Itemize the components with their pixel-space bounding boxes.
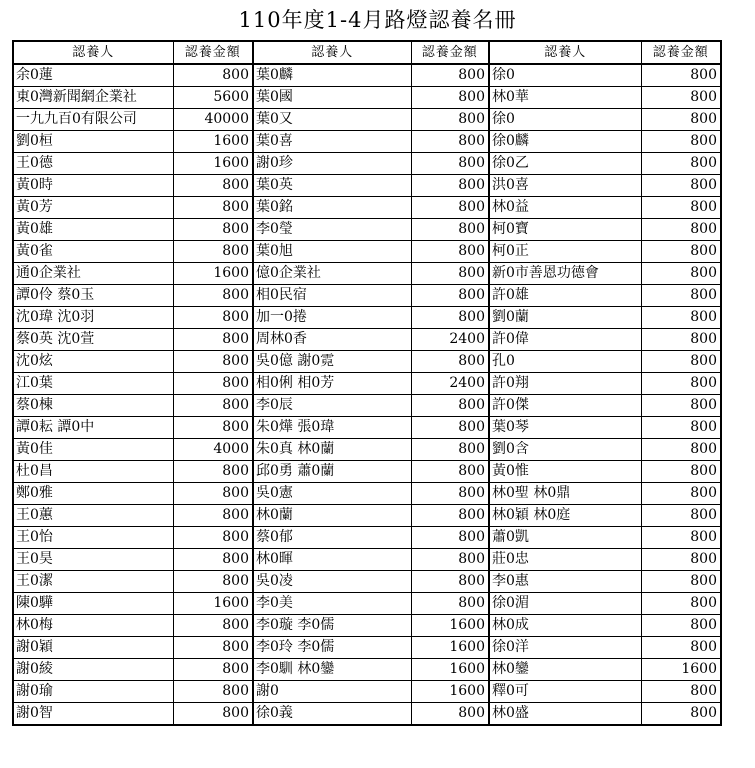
- adopter-name: 譚0耘 譚0中: [13, 417, 173, 439]
- table-row: [13, 593, 721, 615]
- adoption-amount: 800: [173, 461, 253, 483]
- adoption-amount: 800: [411, 571, 489, 593]
- adoption-amount: 800: [173, 703, 253, 726]
- adopter-name: 林0鑾: [489, 659, 641, 681]
- adopter-name: 林0盛: [489, 703, 641, 726]
- adoption-amount: 800: [641, 351, 721, 373]
- adoption-amount: 800: [641, 219, 721, 241]
- adoption-amount: 800: [173, 175, 253, 197]
- adoption-amount: 5600: [173, 87, 253, 109]
- table-row: [13, 219, 721, 241]
- adoption-amount: 800: [641, 197, 721, 219]
- header-name-col3: 認養人: [489, 41, 641, 64]
- adoption-amount: 4000: [173, 439, 253, 461]
- adopter-name: 億0企業社: [253, 263, 411, 285]
- adopter-name: 蔡0棟: [13, 395, 173, 417]
- adopter-name: 李0馴 林0鑾: [253, 659, 411, 681]
- adopter-name: 徐0義: [253, 703, 411, 726]
- adopter-name: 加一0捲: [253, 307, 411, 329]
- adoption-amount: 800: [411, 593, 489, 615]
- table-row: [13, 571, 721, 593]
- adoption-amount: 1600: [411, 659, 489, 681]
- adopter-name: 劉0蘭: [489, 307, 641, 329]
- adoption-amount: 800: [641, 109, 721, 131]
- table-row: [13, 703, 721, 726]
- table-row: [13, 395, 721, 417]
- adopter-name: 謝0珍: [253, 153, 411, 175]
- table-row: [13, 505, 721, 527]
- adopter-name: 謝0綾: [13, 659, 173, 681]
- adoption-amount: 800: [641, 307, 721, 329]
- adopter-name: 蔡0郁: [253, 527, 411, 549]
- adopter-name: 葉0旭: [253, 241, 411, 263]
- adopter-name: 林0穎 林0庭: [489, 505, 641, 527]
- adoption-amount: 800: [641, 615, 721, 637]
- adopter-name: 林0成: [489, 615, 641, 637]
- table-row: [13, 483, 721, 505]
- adoption-amount: 800: [641, 593, 721, 615]
- adopter-name: 李0瑩: [253, 219, 411, 241]
- table-row: [13, 439, 721, 461]
- adoption-amount: 1600: [411, 615, 489, 637]
- table-row: [13, 131, 721, 153]
- header-amount-col3: 認養金額: [641, 41, 721, 64]
- table-row: [13, 329, 721, 351]
- adopter-name: 劉0含: [489, 439, 641, 461]
- adoption-amount: 800: [411, 527, 489, 549]
- adoption-amount: 1600: [173, 131, 253, 153]
- adoption-amount: 800: [641, 637, 721, 659]
- adopter-name: 相0俐 相0芳: [253, 373, 411, 395]
- adopter-name: 林0蘭: [253, 505, 411, 527]
- adopter-name: 林0暉: [253, 549, 411, 571]
- adopter-name: 林0梅: [13, 615, 173, 637]
- header-name-col1: 認養人: [13, 41, 173, 64]
- adopter-name: 許0偉: [489, 329, 641, 351]
- adopter-name: 黃0雄: [13, 219, 173, 241]
- table-row: [13, 87, 721, 109]
- adoption-table: [12, 40, 722, 726]
- adopter-name: 葉0麟: [253, 64, 411, 87]
- table-row: [13, 241, 721, 263]
- adopter-name: 杜0昌: [13, 461, 173, 483]
- adoption-amount: 800: [641, 439, 721, 461]
- adoption-amount: 800: [173, 241, 253, 263]
- adoption-amount: 800: [641, 505, 721, 527]
- table-row: [13, 681, 721, 703]
- adopter-name: 柯0正: [489, 241, 641, 263]
- adopter-name: 相0民宿: [253, 285, 411, 307]
- adoption-amount: 2400: [411, 373, 489, 395]
- adopter-name: 李0玲 李0儒: [253, 637, 411, 659]
- adopter-name: 王0怡: [13, 527, 173, 549]
- adoption-amount: 800: [173, 64, 253, 87]
- adoption-amount: 800: [173, 549, 253, 571]
- adopter-name: 黃0惟: [489, 461, 641, 483]
- adoption-amount: 800: [641, 373, 721, 395]
- adopter-name: 東0灣新聞網企業社: [13, 87, 173, 109]
- adopter-name: 黃0雀: [13, 241, 173, 263]
- adoption-amount: 800: [173, 659, 253, 681]
- adopter-name: 譚0伶 蔡0玉: [13, 285, 173, 307]
- adopter-name: 徐0: [489, 64, 641, 87]
- table-body: [13, 64, 721, 725]
- table-row: [13, 153, 721, 175]
- adoption-amount: 800: [411, 307, 489, 329]
- adopter-name: 葉0琴: [489, 417, 641, 439]
- adopter-name: 邱0勇 蕭0蘭: [253, 461, 411, 483]
- table-row: [13, 285, 721, 307]
- adopter-name: 李0惠: [489, 571, 641, 593]
- adopter-name: 余0蓮: [13, 64, 173, 87]
- adoption-amount: 800: [641, 395, 721, 417]
- adopter-name: 柯0寶: [489, 219, 641, 241]
- table-row: [13, 351, 721, 373]
- adoption-amount: 2400: [411, 329, 489, 351]
- adoption-amount: 800: [411, 703, 489, 726]
- adopter-name: 葉0又: [253, 109, 411, 131]
- adoption-amount: 800: [173, 681, 253, 703]
- adoption-amount: 800: [173, 219, 253, 241]
- adoption-amount: 1600: [173, 153, 253, 175]
- adoption-amount: 800: [641, 131, 721, 153]
- adopter-name: 謝0智: [13, 703, 173, 726]
- adopter-name: 莊0忠: [489, 549, 641, 571]
- adopter-name: 徐0麟: [489, 131, 641, 153]
- table-row: [13, 549, 721, 571]
- adopter-name: 一九九百0有限公司: [13, 109, 173, 131]
- adopter-name: 王0潔: [13, 571, 173, 593]
- header-amount-col2: 認養金額: [411, 41, 489, 64]
- table-row: [13, 659, 721, 681]
- adopter-name: 李0辰: [253, 395, 411, 417]
- adopter-name: 林0華: [489, 87, 641, 109]
- adoption-amount: 800: [641, 64, 721, 87]
- page-title: 110年度1-4月路燈認養名冊: [238, 8, 517, 32]
- adopter-name: 通0企業社: [13, 263, 173, 285]
- adoption-amount: 800: [173, 307, 253, 329]
- adoption-amount: 800: [641, 417, 721, 439]
- adoption-amount: 1600: [411, 681, 489, 703]
- adoption-amount: 800: [173, 197, 253, 219]
- adopter-name: 釋0可: [489, 681, 641, 703]
- adoption-amount: 800: [641, 527, 721, 549]
- adoption-amount: 800: [411, 417, 489, 439]
- table-row: [13, 417, 721, 439]
- adoption-amount: 800: [641, 241, 721, 263]
- adoption-amount: 800: [173, 373, 253, 395]
- table-row: [13, 461, 721, 483]
- adoption-amount: 800: [173, 527, 253, 549]
- adopter-name: 許0傑: [489, 395, 641, 417]
- adopter-name: 江0葉: [13, 373, 173, 395]
- table-row: [13, 637, 721, 659]
- adoption-amount: 800: [411, 197, 489, 219]
- adoption-amount: 800: [411, 241, 489, 263]
- adoption-amount: 800: [641, 153, 721, 175]
- adopter-name: 周林0香: [253, 329, 411, 351]
- adoption-amount: 1600: [641, 659, 721, 681]
- adoption-amount: 800: [641, 483, 721, 505]
- adopter-name: 洪0喜: [489, 175, 641, 197]
- adoption-amount: 800: [411, 109, 489, 131]
- adoption-amount: 800: [411, 87, 489, 109]
- table-row: [13, 109, 721, 131]
- header-name-col2: 認養人: [253, 41, 411, 64]
- adoption-amount: 800: [411, 219, 489, 241]
- adopter-name: 李0璇 李0儒: [253, 615, 411, 637]
- adopter-name: 蔡0英 沈0萱: [13, 329, 173, 351]
- adopter-name: 沈0炫: [13, 351, 173, 373]
- adoption-amount: 800: [411, 483, 489, 505]
- adoption-amount: 800: [173, 351, 253, 373]
- adoption-amount: 800: [411, 175, 489, 197]
- adoption-amount: 1600: [411, 637, 489, 659]
- adopter-name: 朱0真 林0蘭: [253, 439, 411, 461]
- adoption-amount: 800: [641, 681, 721, 703]
- adopter-name: 王0昊: [13, 549, 173, 571]
- adoption-amount: 800: [173, 417, 253, 439]
- adopter-name: 吳0憲: [253, 483, 411, 505]
- adoption-amount: 800: [641, 549, 721, 571]
- adopter-name: 沈0瑋 沈0羽: [13, 307, 173, 329]
- adopter-name: 蕭0凱: [489, 527, 641, 549]
- adopter-name: 許0雄: [489, 285, 641, 307]
- adopter-name: 葉0國: [253, 87, 411, 109]
- adopter-name: 鄭0雅: [13, 483, 173, 505]
- adopter-name: 林0聖 林0鼎: [489, 483, 641, 505]
- adoption-amount: 800: [173, 329, 253, 351]
- adoption-amount: 800: [411, 505, 489, 527]
- table-row: [13, 197, 721, 219]
- table-row: [13, 615, 721, 637]
- adopter-name: 徐0湄: [489, 593, 641, 615]
- adoption-amount: 800: [411, 153, 489, 175]
- adoption-amount: 800: [641, 461, 721, 483]
- header-row: [13, 41, 721, 64]
- adopter-name: 葉0喜: [253, 131, 411, 153]
- adoption-amount: 800: [173, 571, 253, 593]
- adopter-name: 吳0億 謝0霓: [253, 351, 411, 373]
- header-amount-col1: 認養金額: [173, 41, 253, 64]
- table-row: [13, 307, 721, 329]
- adopter-name: 王0蕙: [13, 505, 173, 527]
- adopter-name: 謝0穎: [13, 637, 173, 659]
- adopter-name: 黃0佳: [13, 439, 173, 461]
- adoption-amount: 800: [411, 395, 489, 417]
- adopter-name: 謝0: [253, 681, 411, 703]
- adoption-amount: 800: [173, 505, 253, 527]
- adopter-name: 王0德: [13, 153, 173, 175]
- adoption-amount: 800: [641, 263, 721, 285]
- adoption-amount: 800: [641, 571, 721, 593]
- adopter-name: 謝0瑜: [13, 681, 173, 703]
- adopter-name: 林0益: [489, 197, 641, 219]
- table-row: [13, 64, 721, 87]
- adoption-amount: 800: [173, 395, 253, 417]
- adopter-name: 黃0時: [13, 175, 173, 197]
- adoption-amount: 40000: [173, 109, 253, 131]
- table-row: [13, 263, 721, 285]
- adopter-name: 許0翔: [489, 373, 641, 395]
- adoption-amount: 800: [411, 285, 489, 307]
- adopter-name: 葉0英: [253, 175, 411, 197]
- adopter-name: 劉0桓: [13, 131, 173, 153]
- adopter-name: 吳0凌: [253, 571, 411, 593]
- table-row: [13, 527, 721, 549]
- adopter-name: 徐0洋: [489, 637, 641, 659]
- adoption-amount: 800: [641, 329, 721, 351]
- adoption-amount: 800: [641, 285, 721, 307]
- adoption-amount: 800: [641, 175, 721, 197]
- adoption-amount: 1600: [173, 263, 253, 285]
- adoption-amount: 800: [411, 461, 489, 483]
- adoption-amount: 1600: [173, 593, 253, 615]
- adoption-amount: 800: [173, 637, 253, 659]
- table-row: [13, 373, 721, 395]
- adoption-amount: 800: [411, 64, 489, 87]
- adoption-amount: 800: [641, 87, 721, 109]
- adoption-amount: 800: [173, 285, 253, 307]
- adopter-name: 徐0: [489, 109, 641, 131]
- adoption-amount: 800: [411, 263, 489, 285]
- adoption-amount: 800: [173, 483, 253, 505]
- adoption-amount: 800: [173, 615, 253, 637]
- adopter-name: 李0美: [253, 593, 411, 615]
- adoption-amount: 800: [411, 439, 489, 461]
- adoption-amount: 800: [411, 131, 489, 153]
- adopter-name: 新0市善恩功德會: [489, 263, 641, 285]
- adoption-amount: 800: [641, 703, 721, 726]
- adoption-amount: 800: [411, 549, 489, 571]
- adopter-name: 徐0乙: [489, 153, 641, 175]
- adopter-name: 陳0驊: [13, 593, 173, 615]
- adopter-name: 葉0銘: [253, 197, 411, 219]
- adopter-name: 朱0燁 張0瑋: [253, 417, 411, 439]
- adopter-name: 黃0芳: [13, 197, 173, 219]
- adopter-name: 孔0: [489, 351, 641, 373]
- adoption-amount: 800: [411, 351, 489, 373]
- table-row: [13, 175, 721, 197]
